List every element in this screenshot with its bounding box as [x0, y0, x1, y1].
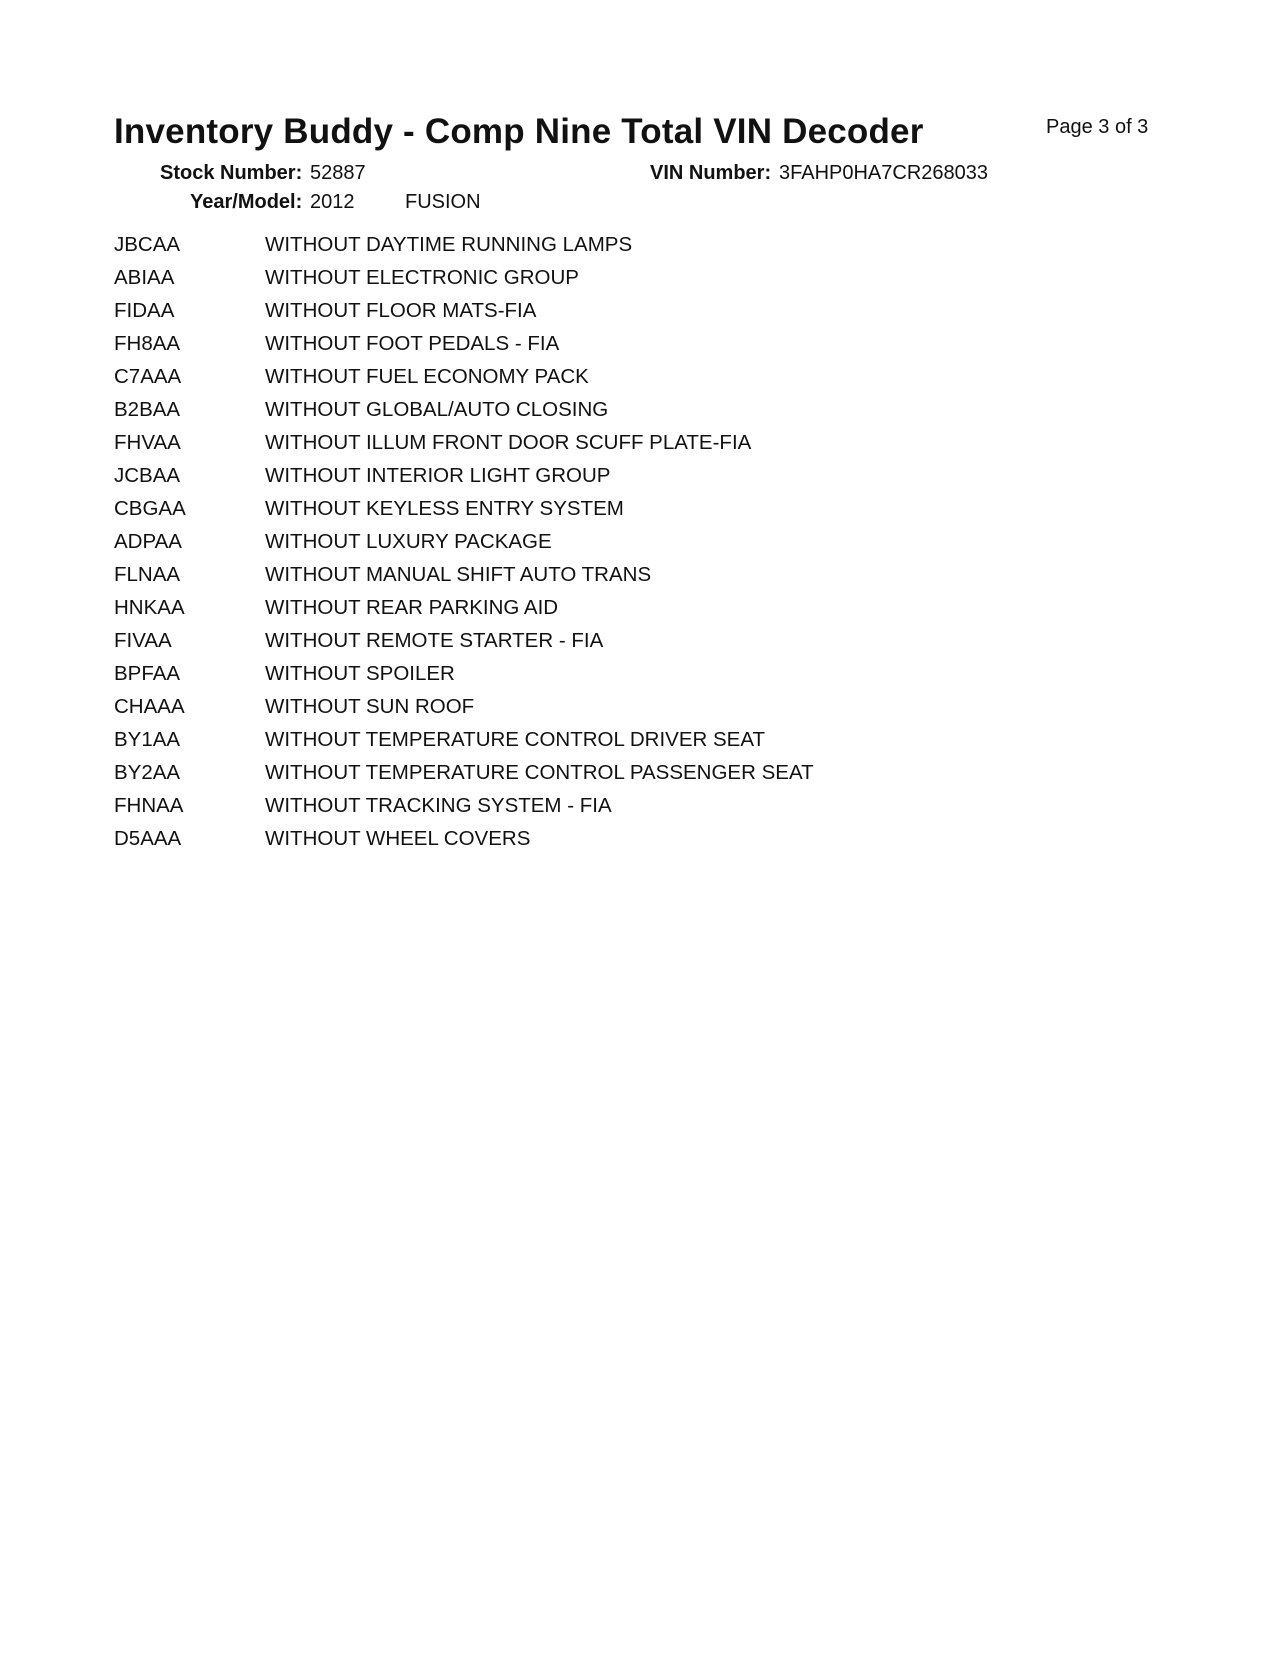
option-list: [114, 228, 1014, 855]
option-description: WITHOUT FUEL ECONOMY PACK: [265, 365, 589, 388]
model-value: FUSION: [405, 191, 481, 213]
option-row: [114, 261, 1014, 294]
option-description: WITHOUT ELECTRONIC GROUP: [265, 266, 579, 289]
option-description: WITHOUT KEYLESS ENTRY SYSTEM: [265, 497, 624, 520]
option-code: JCBAA: [114, 464, 181, 487]
option-row: [114, 294, 1014, 327]
option-code: FHVAA: [114, 431, 181, 454]
option-description: WITHOUT SUN ROOF: [265, 695, 475, 718]
option-code: CBGAA: [114, 497, 186, 520]
option-description: WITHOUT FLOOR MATS-FIA: [265, 299, 537, 322]
option-description: WITHOUT INTERIOR LIGHT GROUP: [265, 464, 611, 487]
option-row: [114, 756, 1014, 789]
option-code: FIVAA: [114, 629, 172, 652]
option-row: [114, 657, 1014, 690]
option-description: WITHOUT FOOT PEDALS - FIA: [265, 332, 560, 355]
option-code: D5AAA: [114, 827, 182, 850]
option-row: [114, 822, 1014, 855]
option-description: WITHOUT TEMPERATURE CONTROL DRIVER SEAT: [265, 728, 766, 751]
option-row: [114, 624, 1014, 657]
option-description: WITHOUT REMOTE STARTER - FIA: [265, 629, 604, 652]
option-code: BY2AA: [114, 761, 181, 784]
option-row: [114, 426, 1014, 459]
option-code: C7AAA: [114, 365, 182, 388]
option-description: WITHOUT DAYTIME RUNNING LAMPS: [265, 233, 633, 256]
option-code: ADPAA: [114, 530, 182, 553]
year-model-label: Year/Model:: [190, 191, 303, 213]
option-row: [114, 360, 1014, 393]
option-description: WITHOUT MANUAL SHIFT AUTO TRANS: [265, 563, 652, 586]
stock-number-label: Stock Number:: [160, 162, 303, 184]
option-description: WITHOUT TRACKING SYSTEM - FIA: [265, 794, 612, 817]
option-row: [114, 690, 1014, 723]
option-row: [114, 558, 1014, 591]
option-description: WITHOUT LUXURY PACKAGE: [265, 530, 552, 553]
option-description: WITHOUT ILLUM FRONT DOOR SCUFF PLATE-FIA: [265, 431, 752, 454]
year-value: 2012: [310, 191, 355, 213]
option-description: WITHOUT REAR PARKING AID: [265, 596, 559, 619]
option-row: [114, 327, 1014, 360]
option-code: BY1AA: [114, 728, 181, 751]
option-code: CHAAA: [114, 695, 185, 718]
option-code: HNKAA: [114, 596, 185, 619]
option-row: [114, 228, 1014, 261]
option-row: [114, 591, 1014, 624]
option-description: WITHOUT SPOILER: [265, 662, 455, 685]
page-number: Page 3 of 3: [1046, 116, 1149, 138]
option-code: FHNAA: [114, 794, 184, 817]
option-row: [114, 723, 1014, 756]
option-code: JBCAA: [114, 233, 181, 256]
option-code: FH8AA: [114, 332, 181, 355]
option-row: [114, 789, 1014, 822]
option-row: [114, 393, 1014, 426]
option-code: BPFAA: [114, 662, 181, 685]
option-code: B2BAA: [114, 398, 181, 421]
option-description: WITHOUT GLOBAL/AUTO CLOSING: [265, 398, 609, 421]
option-code: ABIAA: [114, 266, 175, 289]
report-title: Inventory Buddy - Comp Nine Total VIN Decoder: [114, 112, 924, 151]
vin-number-label: VIN Number:: [650, 162, 772, 184]
option-description: WITHOUT TEMPERATURE CONTROL PASSENGER SEAT: [265, 761, 814, 784]
option-code: FIDAA: [114, 299, 175, 322]
option-description: WITHOUT WHEEL COVERS: [265, 827, 531, 850]
stock-number-value: 52887: [310, 162, 366, 184]
vin-number-value: 3FAHP0HA7CR268033: [779, 162, 989, 184]
option-row: [114, 525, 1014, 558]
option-code: FLNAA: [114, 563, 181, 586]
option-row: [114, 459, 1014, 492]
option-row: [114, 492, 1014, 525]
